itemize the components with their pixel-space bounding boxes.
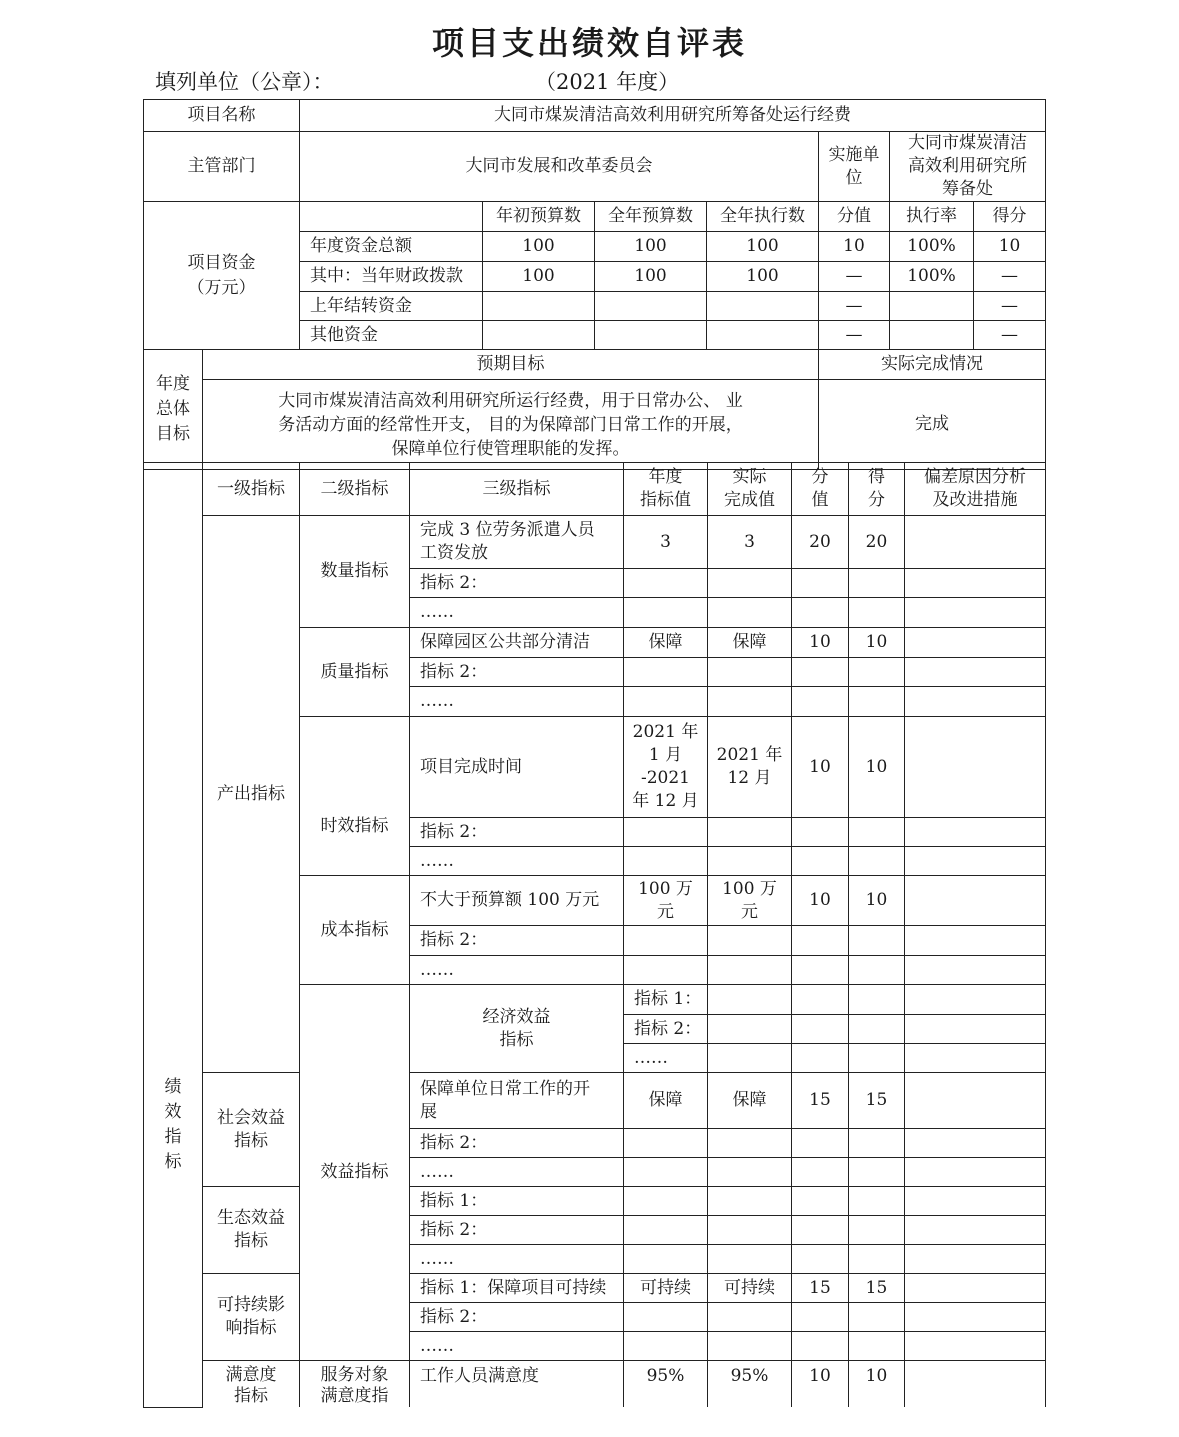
actual-completion-header: 实际完成情况	[819, 350, 1046, 380]
empty-cell	[708, 687, 792, 717]
empty-cell	[849, 687, 905, 717]
actual-value: 可持续	[708, 1274, 792, 1303]
empty-cell	[849, 1158, 905, 1187]
header-got: 得 分	[849, 463, 905, 516]
empty-cell	[792, 598, 849, 628]
indicator-3-text: 指标 2：	[410, 818, 624, 847]
funds-header: 全年执行数	[707, 202, 819, 232]
target-value: 保障	[624, 628, 708, 658]
target-value: 2021 年 1 月 -2021 年 12 月	[624, 717, 708, 818]
page-title: 项目支出绩效自评表	[431, 24, 747, 62]
score-value: 10	[792, 628, 849, 658]
target-value: 保障	[624, 1073, 708, 1129]
got-value: 10	[849, 717, 905, 818]
empty-cell	[849, 1015, 905, 1044]
funds-header: 得分	[974, 202, 1046, 232]
empty-cell	[708, 1044, 792, 1073]
actual-value: 95%	[708, 1361, 792, 1408]
funds-cell	[595, 321, 707, 350]
score-value: 15	[792, 1274, 849, 1303]
funds-label: 项目资金 （万元）	[144, 202, 300, 350]
empty-cell	[708, 818, 792, 847]
empty-cell	[708, 1158, 792, 1187]
empty-cell	[905, 569, 1046, 598]
service-satisfaction-label: 服务对象 满意度指	[300, 1361, 410, 1408]
got-value: 15	[849, 1274, 905, 1303]
funds-cell: —	[974, 292, 1046, 321]
empty-cell	[792, 818, 849, 847]
score-value: 10	[792, 1361, 849, 1408]
expected-goal-text: 大同市煤炭清洁高效利用研究所运行经费，用于日常办公、 业 务活动方面的经常性开支， 目的为保障部门日常工作的开展， 保障单位行使管理职能的发挥。	[203, 380, 819, 470]
funds-cell: 100%	[890, 232, 974, 262]
empty-cell	[792, 956, 849, 985]
empty-cell	[905, 598, 1046, 628]
empty-cell	[905, 1158, 1046, 1187]
empty-cell	[624, 1187, 708, 1216]
header-level1: 一级指标	[203, 463, 300, 516]
empty-cell	[792, 1015, 849, 1044]
indicator-3-text: ……	[410, 847, 624, 876]
empty-cell	[708, 926, 792, 956]
empty-cell	[624, 598, 708, 628]
empty-cell	[849, 1245, 905, 1274]
actual-completion-text: 完成	[819, 380, 1046, 470]
empty-cell	[708, 847, 792, 876]
output-indicator-label: 产出指标	[203, 516, 300, 1073]
header-actual: 实际 完成值	[708, 463, 792, 516]
empty-cell	[849, 598, 905, 628]
indicator-3-text: 指标 2：	[410, 569, 624, 598]
indicator-3-text: 指标 1：保障项目可持续	[410, 1274, 624, 1303]
empty-cell	[905, 1129, 1046, 1158]
expected-goal-header: 预期目标	[203, 350, 819, 380]
score-value: 20	[792, 516, 849, 569]
target-value: 100 万 元	[624, 876, 708, 926]
header-level2: 二级指标	[300, 463, 410, 516]
indicator-3-text: ……	[410, 956, 624, 985]
indicator-3-text: ……	[410, 1245, 624, 1274]
indicator-3-text: 指标 2：	[410, 926, 624, 956]
sustainability-indicator-label: 可持续影 响指标	[203, 1274, 300, 1361]
funds-row-name: 其他资金	[300, 321, 483, 350]
empty-cell	[849, 658, 905, 687]
empty-cell	[708, 1129, 792, 1158]
empty-cell	[792, 1303, 849, 1332]
got-value: 10	[849, 876, 905, 926]
empty-cell	[708, 569, 792, 598]
actual-value: 保障	[708, 628, 792, 658]
empty-cell	[624, 956, 708, 985]
empty-cell	[708, 598, 792, 628]
empty-cell	[624, 926, 708, 956]
empty-cell	[792, 658, 849, 687]
empty-cell	[624, 1158, 708, 1187]
reason-cell	[905, 1073, 1046, 1129]
got-value: 10	[849, 1361, 905, 1408]
dept-value: 大同市发展和改革委员会	[300, 132, 819, 202]
funds-cell: 100	[707, 232, 819, 262]
empty-cell	[624, 1245, 708, 1274]
reason-cell	[905, 1361, 1046, 1408]
indicator-3-text: ……	[410, 598, 624, 628]
indicator-3-text: 指标 1：	[410, 1187, 624, 1216]
empty-cell	[905, 687, 1046, 717]
empty-cell	[905, 1044, 1046, 1073]
empty-cell	[849, 818, 905, 847]
funds-header: 执行率	[890, 202, 974, 232]
empty-cell	[905, 926, 1046, 956]
funds-cell: 10	[819, 232, 890, 262]
funds-cell	[890, 321, 974, 350]
empty-cell	[624, 1129, 708, 1158]
indicator-3-text: 指标 2：	[410, 1129, 624, 1158]
funds-cell: —	[974, 262, 1046, 292]
funds-cell: 100%	[890, 262, 974, 292]
empty-cell	[708, 1015, 792, 1044]
indicator-3-text: ……	[410, 687, 624, 717]
funds-row-name: 年度资金总额	[300, 232, 483, 262]
reason-cell	[905, 516, 1046, 569]
header-reason: 偏差原因分析 及改进措施	[905, 463, 1046, 516]
empty-cell	[849, 1044, 905, 1073]
header-level3: 三级指标	[410, 463, 624, 516]
indicators-table	[143, 462, 1046, 1408]
empty-cell	[624, 1216, 708, 1245]
indicator-3-text: 指标 2：	[410, 1303, 624, 1332]
empty-cell	[708, 1216, 792, 1245]
funds-cell	[483, 321, 595, 350]
empty-cell	[905, 1015, 1046, 1044]
indicator-3-text: 项目完成时间	[410, 717, 624, 818]
funds-cell: —	[974, 321, 1046, 350]
header-score: 分 值	[792, 463, 849, 516]
empty-cell	[905, 1332, 1046, 1361]
empty-cell	[849, 1303, 905, 1332]
dept-label: 主管部门	[144, 132, 300, 202]
impl-label: 实施单位	[819, 132, 890, 202]
funds-cell: 100	[483, 232, 595, 262]
empty-cell	[849, 569, 905, 598]
actual-value: 保障	[708, 1073, 792, 1129]
reason-cell	[905, 717, 1046, 818]
project-name-label: 项目名称	[144, 100, 300, 132]
funds-cell	[483, 292, 595, 321]
empty-cell	[792, 1187, 849, 1216]
reason-cell	[905, 1274, 1046, 1303]
indicator-3-text: 工作人员满意度	[410, 1361, 624, 1408]
indicator-3-text: 指标 2：	[624, 1015, 708, 1044]
target-value: 3	[624, 516, 708, 569]
empty-cell	[905, 956, 1046, 985]
actual-value: 2021 年 12 月	[708, 717, 792, 818]
funds-header: 全年预算数	[595, 202, 707, 232]
empty-cell	[792, 847, 849, 876]
empty-cell	[792, 985, 849, 1015]
year-label: （2021 年度）	[535, 70, 680, 94]
indicators-section-label: 绩 效 指 标	[144, 463, 203, 1408]
empty-cell	[792, 1158, 849, 1187]
empty-cell	[708, 1187, 792, 1216]
funds-header-blank	[300, 202, 483, 232]
funds-cell	[707, 292, 819, 321]
empty-cell	[708, 658, 792, 687]
empty-cell	[792, 1245, 849, 1274]
header-target: 年度 指标值	[624, 463, 708, 516]
empty-cell	[708, 1245, 792, 1274]
timeliness-indicator-label: 时效指标	[300, 717, 410, 876]
indicator-3-text: 不大于预算额 100 万元	[410, 876, 624, 926]
funds-cell: 100	[595, 232, 707, 262]
empty-cell	[708, 956, 792, 985]
project-info-table	[143, 99, 1046, 470]
indicator-3-text: 保障园区公共部分清洁	[410, 628, 624, 658]
empty-cell	[905, 1216, 1046, 1245]
got-value: 15	[849, 1073, 905, 1129]
quantity-indicator-label: 数量指标	[300, 516, 410, 628]
empty-cell	[624, 658, 708, 687]
empty-cell	[708, 1332, 792, 1361]
funds-header: 分值	[819, 202, 890, 232]
score-value: 15	[792, 1073, 849, 1129]
indicator-3-text: ……	[624, 1044, 708, 1073]
target-value: 可持续	[624, 1274, 708, 1303]
cost-indicator-label: 成本指标	[300, 876, 410, 985]
reason-cell	[905, 628, 1046, 658]
empty-cell	[905, 818, 1046, 847]
empty-cell	[792, 1332, 849, 1361]
filler-label: 填列单位（公章）：	[155, 70, 334, 94]
actual-value: 100 万 元	[708, 876, 792, 926]
score-value: 10	[792, 717, 849, 818]
funds-row-name: 其中：当年财政拨款	[300, 262, 483, 292]
empty-cell	[849, 1332, 905, 1361]
indicator-3-text: 完成 3 位劳务派遣人员 工资发放	[410, 516, 624, 569]
empty-cell	[792, 569, 849, 598]
benefit-indicator-label: 效益指标	[300, 985, 410, 1361]
goals-label: 年度 总体 目标	[144, 350, 203, 470]
empty-cell	[792, 1044, 849, 1073]
funds-cell: —	[819, 262, 890, 292]
empty-cell	[849, 847, 905, 876]
empty-cell	[905, 658, 1046, 687]
funds-cell	[595, 292, 707, 321]
project-name-value: 大同市煤炭清洁高效利用研究所筹备处运行经费	[300, 100, 1046, 132]
empty-cell	[792, 1216, 849, 1245]
indicator-3-text: ……	[410, 1158, 624, 1187]
empty-cell	[624, 847, 708, 876]
funds-cell: —	[819, 321, 890, 350]
impl-value: 大同市煤炭清洁高效利用研究所筹备处	[890, 132, 1046, 202]
funds-cell	[707, 321, 819, 350]
empty-cell	[792, 1129, 849, 1158]
funds-cell: —	[819, 292, 890, 321]
funds-row-name: 上年结转资金	[300, 292, 483, 321]
target-value: 95%	[624, 1361, 708, 1408]
empty-cell	[849, 985, 905, 1015]
empty-cell	[624, 1303, 708, 1332]
empty-cell	[849, 1216, 905, 1245]
indicator-3-text: 指标 2：	[410, 658, 624, 687]
funds-cell: 10	[974, 232, 1046, 262]
reason-cell	[905, 876, 1046, 926]
satisfaction-indicator-label: 满意度 指标	[203, 1361, 300, 1408]
empty-cell	[905, 1245, 1046, 1274]
empty-cell	[624, 687, 708, 717]
score-value: 10	[792, 876, 849, 926]
empty-cell	[624, 818, 708, 847]
empty-cell	[905, 1187, 1046, 1216]
indicator-3-text: 指标 1：	[624, 985, 708, 1015]
empty-cell	[708, 1303, 792, 1332]
got-value: 10	[849, 628, 905, 658]
funds-header: 年初预算数	[483, 202, 595, 232]
empty-cell	[905, 985, 1046, 1015]
indicator-3-text: ……	[410, 1332, 624, 1361]
quality-indicator-label: 质量指标	[300, 628, 410, 717]
empty-cell	[792, 926, 849, 956]
empty-cell	[905, 1303, 1046, 1332]
funds-cell: 100	[483, 262, 595, 292]
empty-cell	[624, 569, 708, 598]
actual-value: 3	[708, 516, 792, 569]
empty-cell	[849, 1129, 905, 1158]
empty-cell	[624, 1332, 708, 1361]
funds-cell	[890, 292, 974, 321]
funds-cell: 100	[595, 262, 707, 292]
empty-cell	[792, 687, 849, 717]
empty-cell	[849, 1187, 905, 1216]
got-value: 20	[849, 516, 905, 569]
indicator-3-text: 指标 2：	[410, 1216, 624, 1245]
empty-cell	[708, 985, 792, 1015]
empty-cell	[849, 926, 905, 956]
funds-cell: 100	[707, 262, 819, 292]
empty-cell	[905, 847, 1046, 876]
social-indicator-label: 社会效益 指标	[203, 1073, 300, 1187]
indicator-3-text: 保障单位日常工作的开 展	[410, 1073, 624, 1129]
ecological-indicator-label: 生态效益 指标	[203, 1187, 300, 1274]
empty-cell	[849, 956, 905, 985]
economic-indicator-label: 经济效益 指标	[410, 985, 624, 1073]
